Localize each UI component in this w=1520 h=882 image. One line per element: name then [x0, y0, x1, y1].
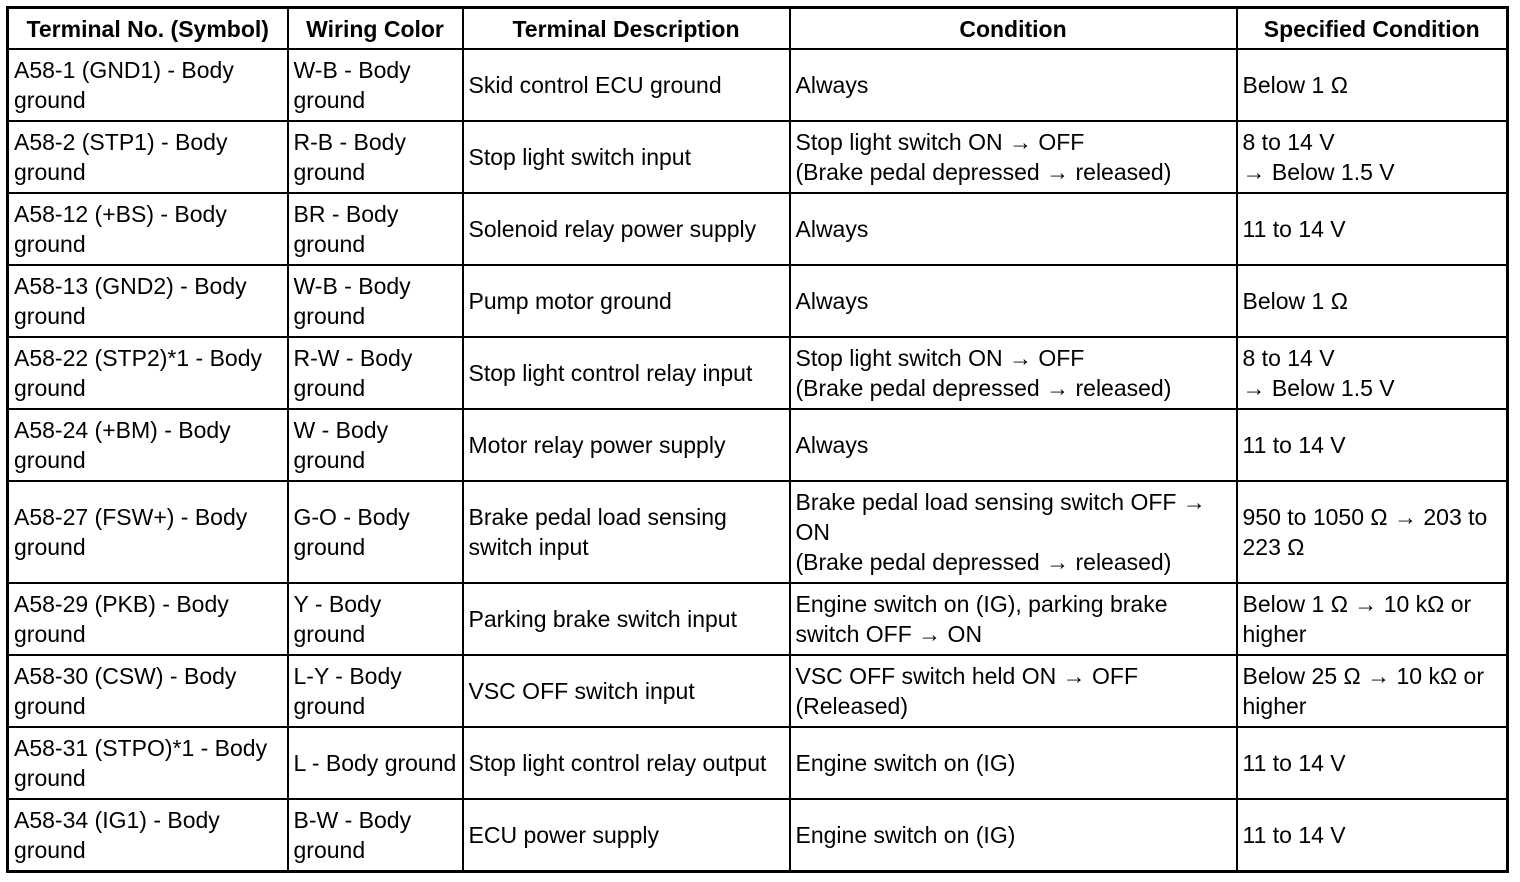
- header-terminal: Terminal No. (Symbol): [8, 8, 288, 50]
- cell-wiring-color: L-Y - Body ground: [288, 655, 463, 727]
- header-condition: Condition: [790, 8, 1237, 50]
- table-row: [8, 583, 1508, 655]
- cell-terminal: A58-24 (+BM) - Body ground: [8, 409, 288, 481]
- cell-specified: 11 to 14 V: [1237, 727, 1508, 799]
- cell-description: ECU power supply: [463, 799, 790, 871]
- table-row: [8, 265, 1508, 337]
- cell-specified: Below 1 Ω → 10 kΩ or higher: [1237, 583, 1508, 655]
- cell-specified: 8 to 14 V → Below 1.5 V: [1237, 121, 1508, 193]
- cell-condition: Always: [790, 265, 1237, 337]
- header-terminal-description: Terminal Description: [463, 8, 790, 50]
- cell-description: Motor relay power supply: [463, 409, 790, 481]
- cell-wiring-color: W-B - Body ground: [288, 49, 463, 121]
- cell-specified: Below 1 Ω: [1237, 49, 1508, 121]
- cell-condition: VSC OFF switch held ON → OFF (Released): [790, 655, 1237, 727]
- cell-specified: 11 to 14 V: [1237, 799, 1508, 871]
- table-row: [8, 655, 1508, 727]
- cell-condition: Engine switch on (IG): [790, 799, 1237, 871]
- cell-specified: Below 25 Ω → 10 kΩ or higher: [1237, 655, 1508, 727]
- cell-specified: 11 to 14 V: [1237, 193, 1508, 265]
- header-specified-condition: Specified Condition: [1237, 8, 1508, 50]
- cell-terminal: A58-13 (GND2) - Body ground: [8, 265, 288, 337]
- table-row: [8, 193, 1508, 265]
- cell-condition: Always: [790, 409, 1237, 481]
- cell-condition: Always: [790, 49, 1237, 121]
- header-row: [8, 8, 1508, 50]
- table-row: [8, 409, 1508, 481]
- table-row: [8, 49, 1508, 121]
- cell-description: Parking brake switch input: [463, 583, 790, 655]
- table-row: [8, 727, 1508, 799]
- cell-condition: Stop light switch ON → OFF (Brake pedal depressed → released): [790, 121, 1237, 193]
- terminal-spec-table: [6, 6, 1509, 873]
- cell-terminal: A58-2 (STP1) - Body ground: [8, 121, 288, 193]
- header-wiring-color: Wiring Color: [288, 8, 463, 50]
- table-body: [8, 49, 1508, 871]
- cell-terminal: A58-22 (STP2)*1 - Body ground: [8, 337, 288, 409]
- cell-specified: Below 1 Ω: [1237, 265, 1508, 337]
- cell-terminal: A58-27 (FSW+) - Body ground: [8, 481, 288, 583]
- cell-specified: 8 to 14 V → Below 1.5 V: [1237, 337, 1508, 409]
- cell-terminal: A58-29 (PKB) - Body ground: [8, 583, 288, 655]
- cell-description: Stop light control relay input: [463, 337, 790, 409]
- cell-terminal: A58-1 (GND1) - Body ground: [8, 49, 288, 121]
- cell-condition: Engine switch on (IG): [790, 727, 1237, 799]
- cell-specified: 950 to 1050 Ω → 203 to 223 Ω: [1237, 481, 1508, 583]
- cell-wiring-color: Y - Body ground: [288, 583, 463, 655]
- cell-wiring-color: W - Body ground: [288, 409, 463, 481]
- cell-condition: Engine switch on (IG), parking brake switch OFF → ON: [790, 583, 1237, 655]
- table-row: [8, 799, 1508, 871]
- cell-condition: Always: [790, 193, 1237, 265]
- cell-description: Stop light control relay output: [463, 727, 790, 799]
- cell-wiring-color: G-O - Body ground: [288, 481, 463, 583]
- cell-wiring-color: B-W - Body ground: [288, 799, 463, 871]
- cell-condition: Brake pedal load sensing switch OFF → ON (Brake pedal depressed → released): [790, 481, 1237, 583]
- table-row: [8, 337, 1508, 409]
- cell-description: Skid control ECU ground: [463, 49, 790, 121]
- cell-description: VSC OFF switch input: [463, 655, 790, 727]
- cell-condition: Stop light switch ON → OFF (Brake pedal depressed → released): [790, 337, 1237, 409]
- cell-wiring-color: W-B - Body ground: [288, 265, 463, 337]
- cell-terminal: A58-34 (IG1) - Body ground: [8, 799, 288, 871]
- cell-terminal: A58-30 (CSW) - Body ground: [8, 655, 288, 727]
- table-row: [8, 481, 1508, 583]
- cell-wiring-color: R-W - Body ground: [288, 337, 463, 409]
- cell-wiring-color: L - Body ground: [288, 727, 463, 799]
- cell-terminal: A58-31 (STPO)*1 - Body ground: [8, 727, 288, 799]
- cell-description: Brake pedal load sensing switch input: [463, 481, 790, 583]
- cell-description: Stop light switch input: [463, 121, 790, 193]
- table-row: [8, 121, 1508, 193]
- cell-specified: 11 to 14 V: [1237, 409, 1508, 481]
- table-header: [8, 8, 1508, 50]
- cell-description: Solenoid relay power supply: [463, 193, 790, 265]
- cell-terminal: A58-12 (+BS) - Body ground: [8, 193, 288, 265]
- cell-wiring-color: R-B - Body ground: [288, 121, 463, 193]
- cell-description: Pump motor ground: [463, 265, 790, 337]
- cell-wiring-color: BR - Body ground: [288, 193, 463, 265]
